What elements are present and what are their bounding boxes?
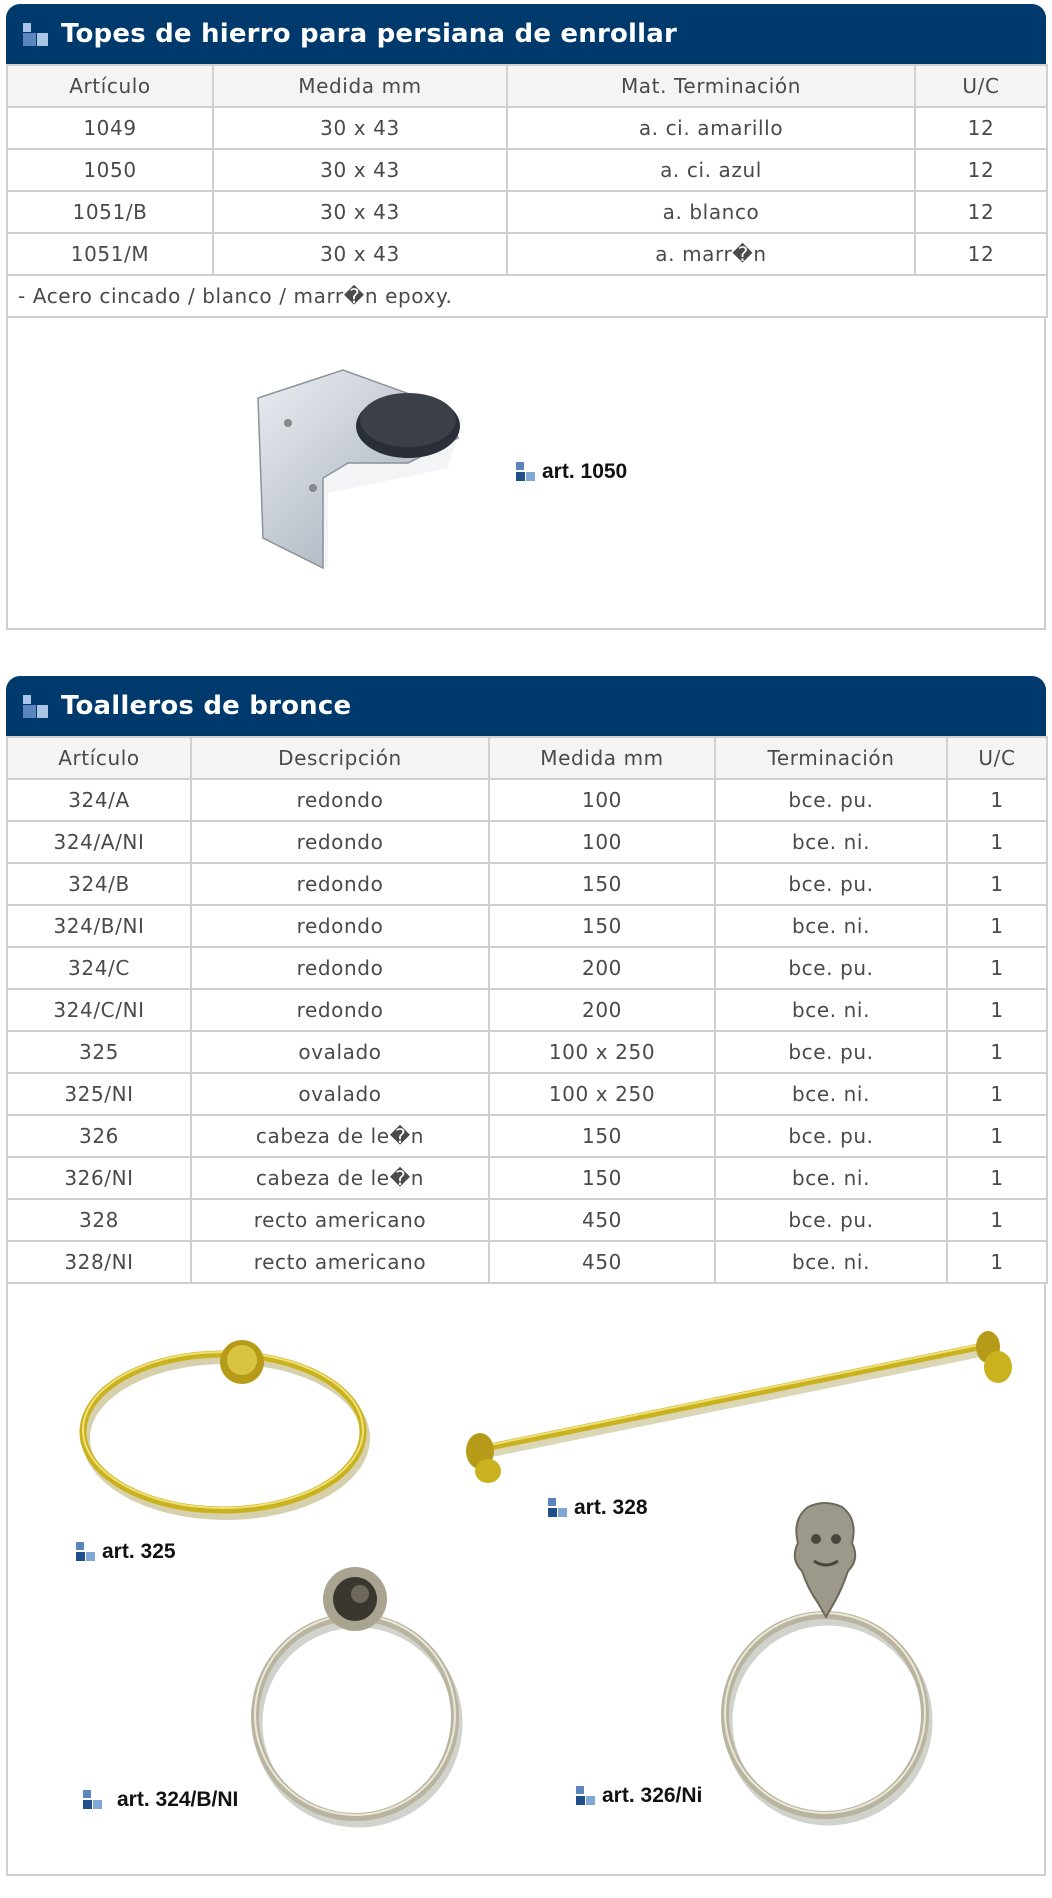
- bullet-icon: [76, 1542, 96, 1562]
- cell: 1: [947, 989, 1047, 1031]
- cell: 1: [947, 1157, 1047, 1199]
- column-header: Descripción: [191, 737, 489, 779]
- cell: recto americano: [191, 1199, 489, 1241]
- cell: bce. pu.: [715, 1031, 947, 1073]
- table-row: [7, 1031, 1047, 1073]
- column-header: Medida mm: [489, 737, 715, 779]
- cell: bce. ni.: [715, 1157, 947, 1199]
- cell: bce. pu.: [715, 947, 947, 989]
- material-note: - Acero cincado / blanco / marr�n epoxy.: [7, 275, 1047, 317]
- table-row: [7, 821, 1047, 863]
- cell: 324/C/NI: [7, 989, 191, 1031]
- cell: bce. pu.: [715, 1199, 947, 1241]
- cell: 324/C: [7, 947, 191, 989]
- product-table: [6, 64, 1048, 318]
- cell: ovalado: [191, 1073, 489, 1115]
- column-header: Medida mm: [213, 65, 507, 107]
- cell: bce. ni.: [715, 1073, 947, 1115]
- cell: bce. pu.: [715, 779, 947, 821]
- cell: redondo: [191, 947, 489, 989]
- column-header: U/C: [947, 737, 1047, 779]
- cell: 1: [947, 1031, 1047, 1073]
- table-row: [7, 233, 1047, 275]
- table-row: [7, 1241, 1047, 1283]
- table-header-row: [7, 65, 1047, 107]
- cell: bce. pu.: [715, 863, 947, 905]
- cell: 1: [947, 1073, 1047, 1115]
- table-row: [7, 1157, 1047, 1199]
- table-row: [7, 107, 1047, 149]
- cell: 1050: [7, 149, 213, 191]
- table-row: [7, 191, 1047, 233]
- table-row: [7, 149, 1047, 191]
- cell: bce. ni.: [715, 989, 947, 1031]
- cell: a. blanco: [507, 191, 915, 233]
- cell: 30 x 43: [213, 107, 507, 149]
- cell: 30 x 43: [213, 149, 507, 191]
- table-row: [7, 779, 1047, 821]
- cell: a. marr�n: [507, 233, 915, 275]
- cell: 150: [489, 905, 715, 947]
- cell: 1: [947, 779, 1047, 821]
- table-row: [7, 1199, 1047, 1241]
- cell: redondo: [191, 863, 489, 905]
- cell: 326: [7, 1115, 191, 1157]
- section-title: Toalleros de bronce: [61, 691, 352, 721]
- table-row: [7, 1115, 1047, 1157]
- cell: 328: [7, 1199, 191, 1241]
- cell: redondo: [191, 821, 489, 863]
- table-row: [7, 989, 1047, 1031]
- cell: 1: [947, 947, 1047, 989]
- column-header: Terminación: [715, 737, 947, 779]
- section-header: [6, 676, 1046, 736]
- product-image-area: [6, 318, 1046, 630]
- towel-bar-image: [458, 1329, 1018, 1479]
- cell: 100 x 250: [489, 1031, 715, 1073]
- cell: 326/NI: [7, 1157, 191, 1199]
- cell: recto americano: [191, 1241, 489, 1283]
- round-towel-ring-image: [238, 1554, 478, 1844]
- cell: redondo: [191, 905, 489, 947]
- cell: 324/A/NI: [7, 821, 191, 863]
- cell: cabeza de le�n: [191, 1157, 489, 1199]
- cell: 100: [489, 821, 715, 863]
- caption-text: art. 328: [574, 1496, 648, 1519]
- cell: 450: [489, 1241, 715, 1283]
- cell: 1051/B: [7, 191, 213, 233]
- cell: bce. ni.: [715, 821, 947, 863]
- note-row: [7, 275, 1047, 317]
- cell: 1: [947, 821, 1047, 863]
- cell: redondo: [191, 779, 489, 821]
- cell: bce. pu.: [715, 1115, 947, 1157]
- cell: 150: [489, 863, 715, 905]
- cell: 1: [947, 863, 1047, 905]
- bullet-icon: [83, 1790, 103, 1810]
- cell: 200: [489, 989, 715, 1031]
- caption-text: art. 324/B/NI: [117, 1788, 239, 1811]
- caption-text: art. 325: [102, 1540, 176, 1563]
- cell: ovalado: [191, 1031, 489, 1073]
- cell: 12: [915, 191, 1047, 233]
- cell: 12: [915, 107, 1047, 149]
- cell: 12: [915, 233, 1047, 275]
- cell: 325/NI: [7, 1073, 191, 1115]
- bullet-icon: [23, 21, 49, 47]
- cell: bce. ni.: [715, 905, 947, 947]
- cell: 1: [947, 1115, 1047, 1157]
- cell: 150: [489, 1157, 715, 1199]
- cell: 328/NI: [7, 1241, 191, 1283]
- section-topes: [6, 4, 1046, 630]
- caption-text: art. 1050: [542, 460, 628, 483]
- column-header: Artículo: [7, 65, 213, 107]
- caption-art-326-ni: [576, 1784, 702, 1808]
- caption-art-325: [76, 1540, 176, 1564]
- cell: a. ci. amarillo: [507, 107, 915, 149]
- product-image-area: [6, 1284, 1046, 1876]
- column-header: Artículo: [7, 737, 191, 779]
- caption-art-328: [548, 1496, 648, 1520]
- cell: 150: [489, 1115, 715, 1157]
- bullet-icon: [576, 1786, 596, 1806]
- table-header-row: [7, 737, 1047, 779]
- cell: 1051/M: [7, 233, 213, 275]
- lion-head-towel-ring-image: [718, 1499, 948, 1839]
- column-header: U/C: [915, 65, 1047, 107]
- cell: 1: [947, 1199, 1047, 1241]
- cell: bce. ni.: [715, 1241, 947, 1283]
- table-row: [7, 947, 1047, 989]
- cell: 1049: [7, 107, 213, 149]
- cell: 325: [7, 1031, 191, 1073]
- cell: 324/B/NI: [7, 905, 191, 947]
- cell: cabeza de le�n: [191, 1115, 489, 1157]
- table-row: [7, 905, 1047, 947]
- window-stop-image: [248, 368, 478, 578]
- table-row: [7, 863, 1047, 905]
- caption-art-324-b-ni: [83, 1788, 238, 1812]
- bullet-icon: [548, 1498, 568, 1518]
- caption-text: art. 326/Ni: [602, 1784, 703, 1807]
- cell: 450: [489, 1199, 715, 1241]
- cell: 200: [489, 947, 715, 989]
- cell: 324/A: [7, 779, 191, 821]
- column-header: Mat. Terminación: [507, 65, 915, 107]
- section-title: Topes de hierro para persiana de enrollar: [61, 19, 678, 49]
- cell: 1: [947, 905, 1047, 947]
- cell: 100: [489, 779, 715, 821]
- cell: 30 x 43: [213, 233, 507, 275]
- caption-art-1050: [516, 460, 627, 484]
- bullet-icon: [516, 462, 536, 482]
- cell: a. ci. azul: [507, 149, 915, 191]
- cell: 30 x 43: [213, 191, 507, 233]
- product-table: [6, 736, 1048, 1284]
- cell: 1: [947, 1241, 1047, 1283]
- bullet-icon: [23, 693, 49, 719]
- cell: 324/B: [7, 863, 191, 905]
- cell: redondo: [191, 989, 489, 1031]
- cell: 100 x 250: [489, 1073, 715, 1115]
- table-row: [7, 1073, 1047, 1115]
- cell: 12: [915, 149, 1047, 191]
- oval-towel-ring-image: [68, 1324, 388, 1524]
- section-header: [6, 4, 1046, 64]
- section-toalleros: [6, 676, 1046, 1876]
